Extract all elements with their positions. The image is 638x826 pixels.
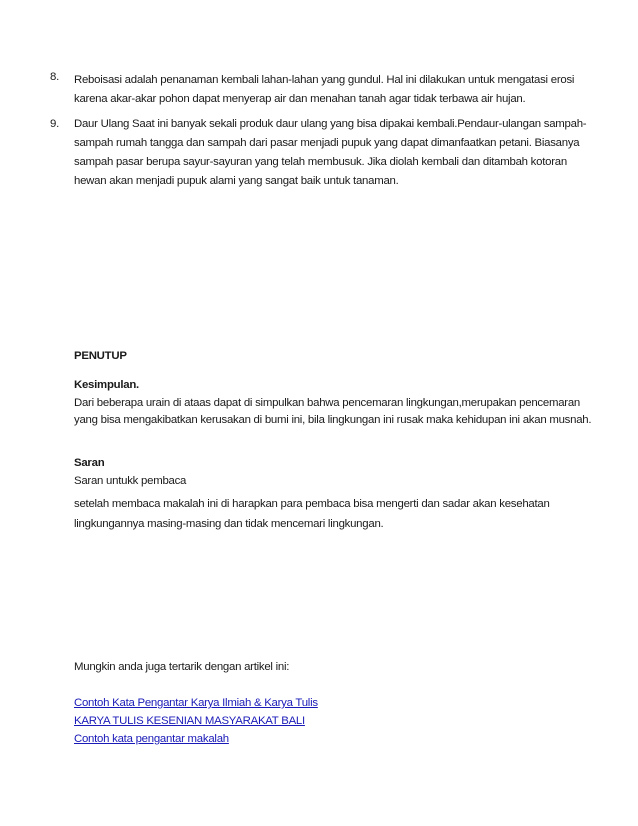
kesimpulan-section — [74, 377, 594, 430]
saran-text: setelah membaca makalah ini di harapkan para pembaca bisa mengerti dan sadar akan kesehatan lingkungannya masing-masing dan tidak mencemari lingkungan. — [74, 498, 550, 530]
related-link-karya-ilmiah[interactable]: Contoh Kata Pengantar Karya Ilmiah & Karya Tulis — [74, 697, 318, 709]
list-item-text: Reboisasi adalah penanaman kembali lahan-lahan yang gundul. Hal ini dilakukan untuk mengatasi erosi karena akar-akar pohon dapat menyerap air dan menahan tanah agar tidak terbawa air hujan. — [74, 74, 575, 105]
list-number: 9. — [50, 118, 59, 130]
related-link-kesenian-bali[interactable]: KARYA TULIS KESENIAN MASYARAKAT BALI — [74, 715, 305, 727]
related-link-kata-pengantar[interactable]: Contoh kata pengantar makalah — [74, 733, 229, 745]
list-item-9 — [50, 115, 590, 191]
kesimpulan-heading: Kesimpulan. — [74, 379, 139, 391]
section-heading-penutup: PENUTUP — [74, 350, 127, 362]
saran-heading: Saran — [74, 457, 105, 469]
related-intro: Mungkin anda juga tertarik dengan artikel ini: — [74, 661, 290, 673]
kesimpulan-text: Dari beberapa urain di ataas dapat di simpulkan bahwa pencemaran lingkungan,merupakan pencemaran yang bisa mengakibatkan kerusakan di bumi ini, bila lingkungan ini rusak maka kehidupan ini akan musnah. — [74, 396, 592, 426]
saran-subtitle: Saran untukk pembaca — [74, 474, 187, 487]
list-item-8 — [50, 71, 590, 109]
saran-section — [74, 455, 594, 490]
list-item-text: Daur Ulang Saat ini banyak sekali produk daur ulang yang bisa dipakai kembali.Pendaur-ulangan sampah-sampah rumah tangga dan sampah dari pasar menjadi pupuk yang dapat dimanfaatkan petani. Biasanya sampah pasar berupa sayur-sayuran yang telah membusuk. Jika diolah kembali dan ditambah kotoran hewan akan menjadi pupuk alami yang sangat baik untuk tanaman. — [74, 118, 587, 187]
list-number: 8. — [50, 71, 59, 83]
related-links — [74, 694, 594, 748]
